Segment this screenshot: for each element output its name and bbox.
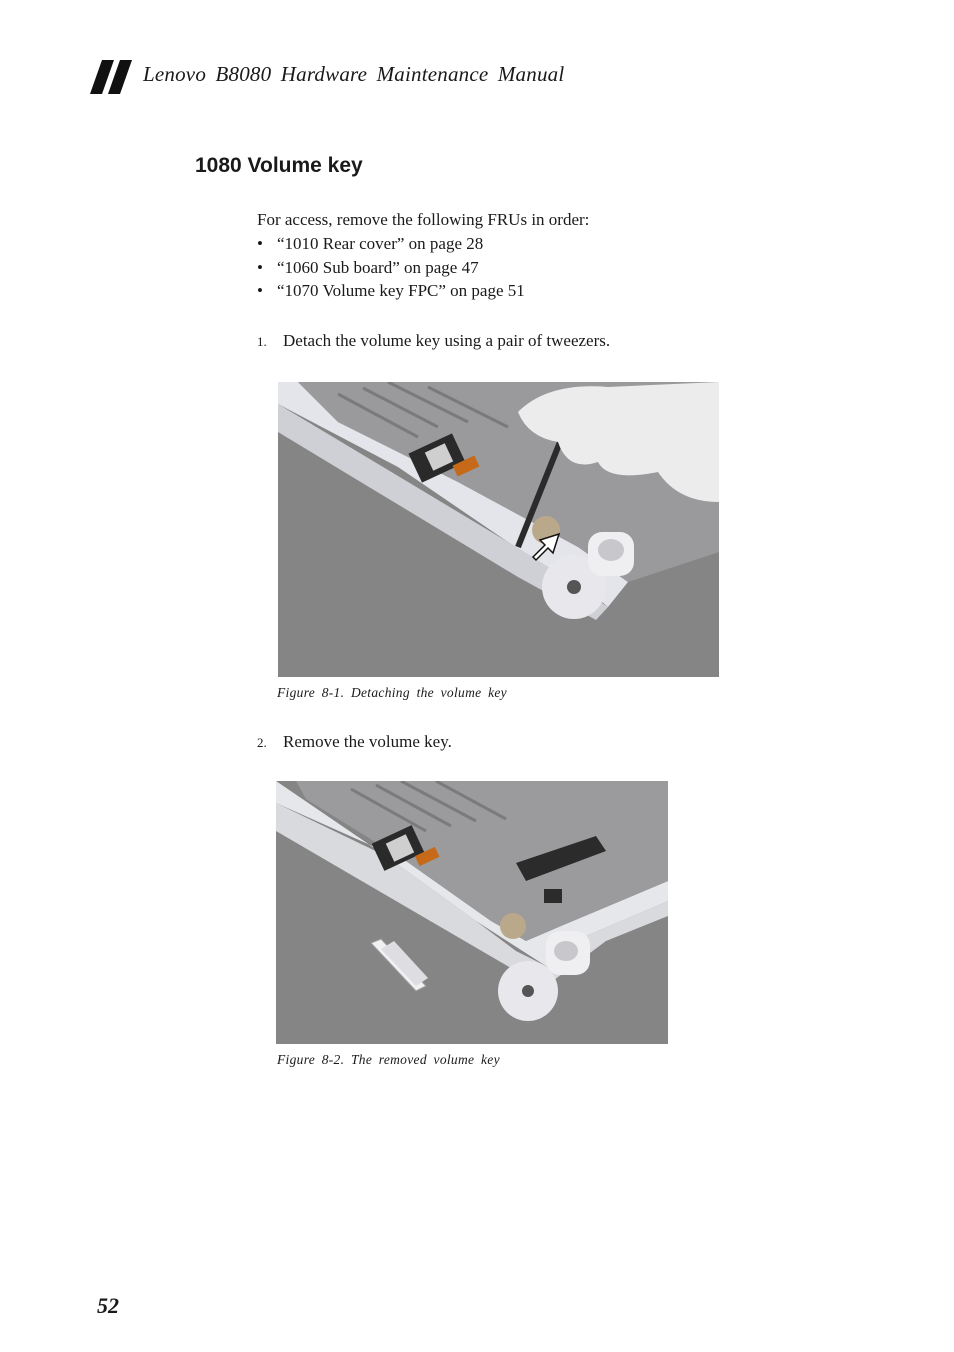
removed-key-photo-icon [276,781,668,1044]
list-item [257,258,525,282]
figure-detaching-volume-key [278,382,719,677]
manual-title: Lenovo B8080 Hardware Maintenance Manual [143,62,565,86]
fru-link-sub-board[interactable]: “1060 Sub board” on page 47 [277,257,479,277]
access-intro: For access, remove the following FRUs in order: [257,210,590,229]
figure-caption: Figure 8-2. The removed volume key [277,1052,500,1067]
step-number: 2. [257,735,267,750]
step-text: Remove the volume key. [283,732,452,751]
list-item [257,234,525,258]
fru-list [257,234,525,305]
bullet-icon: • [257,257,263,277]
fru-link-rear-cover[interactable]: “1010 Rear cover” on page 28 [277,234,484,253]
step-1 [257,331,610,351]
bullet-icon: • [257,281,263,301]
tweezers-photo-icon [278,382,719,677]
list-item [257,281,525,305]
step-2 [257,732,452,752]
step-text: Detach the volume key using a pair of tweezers. [283,331,611,350]
figure-caption: Figure 8-1. Detaching the volume key [277,685,507,700]
fru-link-volume-key-fpc[interactable]: “1070 Volume key FPC” on page 51 [277,281,525,301]
figure-removed-volume-key [276,781,668,1044]
step-number: 1. [257,334,267,349]
bullet-icon: • [257,234,263,253]
page-number: 52 [97,1293,119,1318]
section-title: 1080 Volume key [195,154,363,177]
manual-slash-logo [90,60,136,94]
